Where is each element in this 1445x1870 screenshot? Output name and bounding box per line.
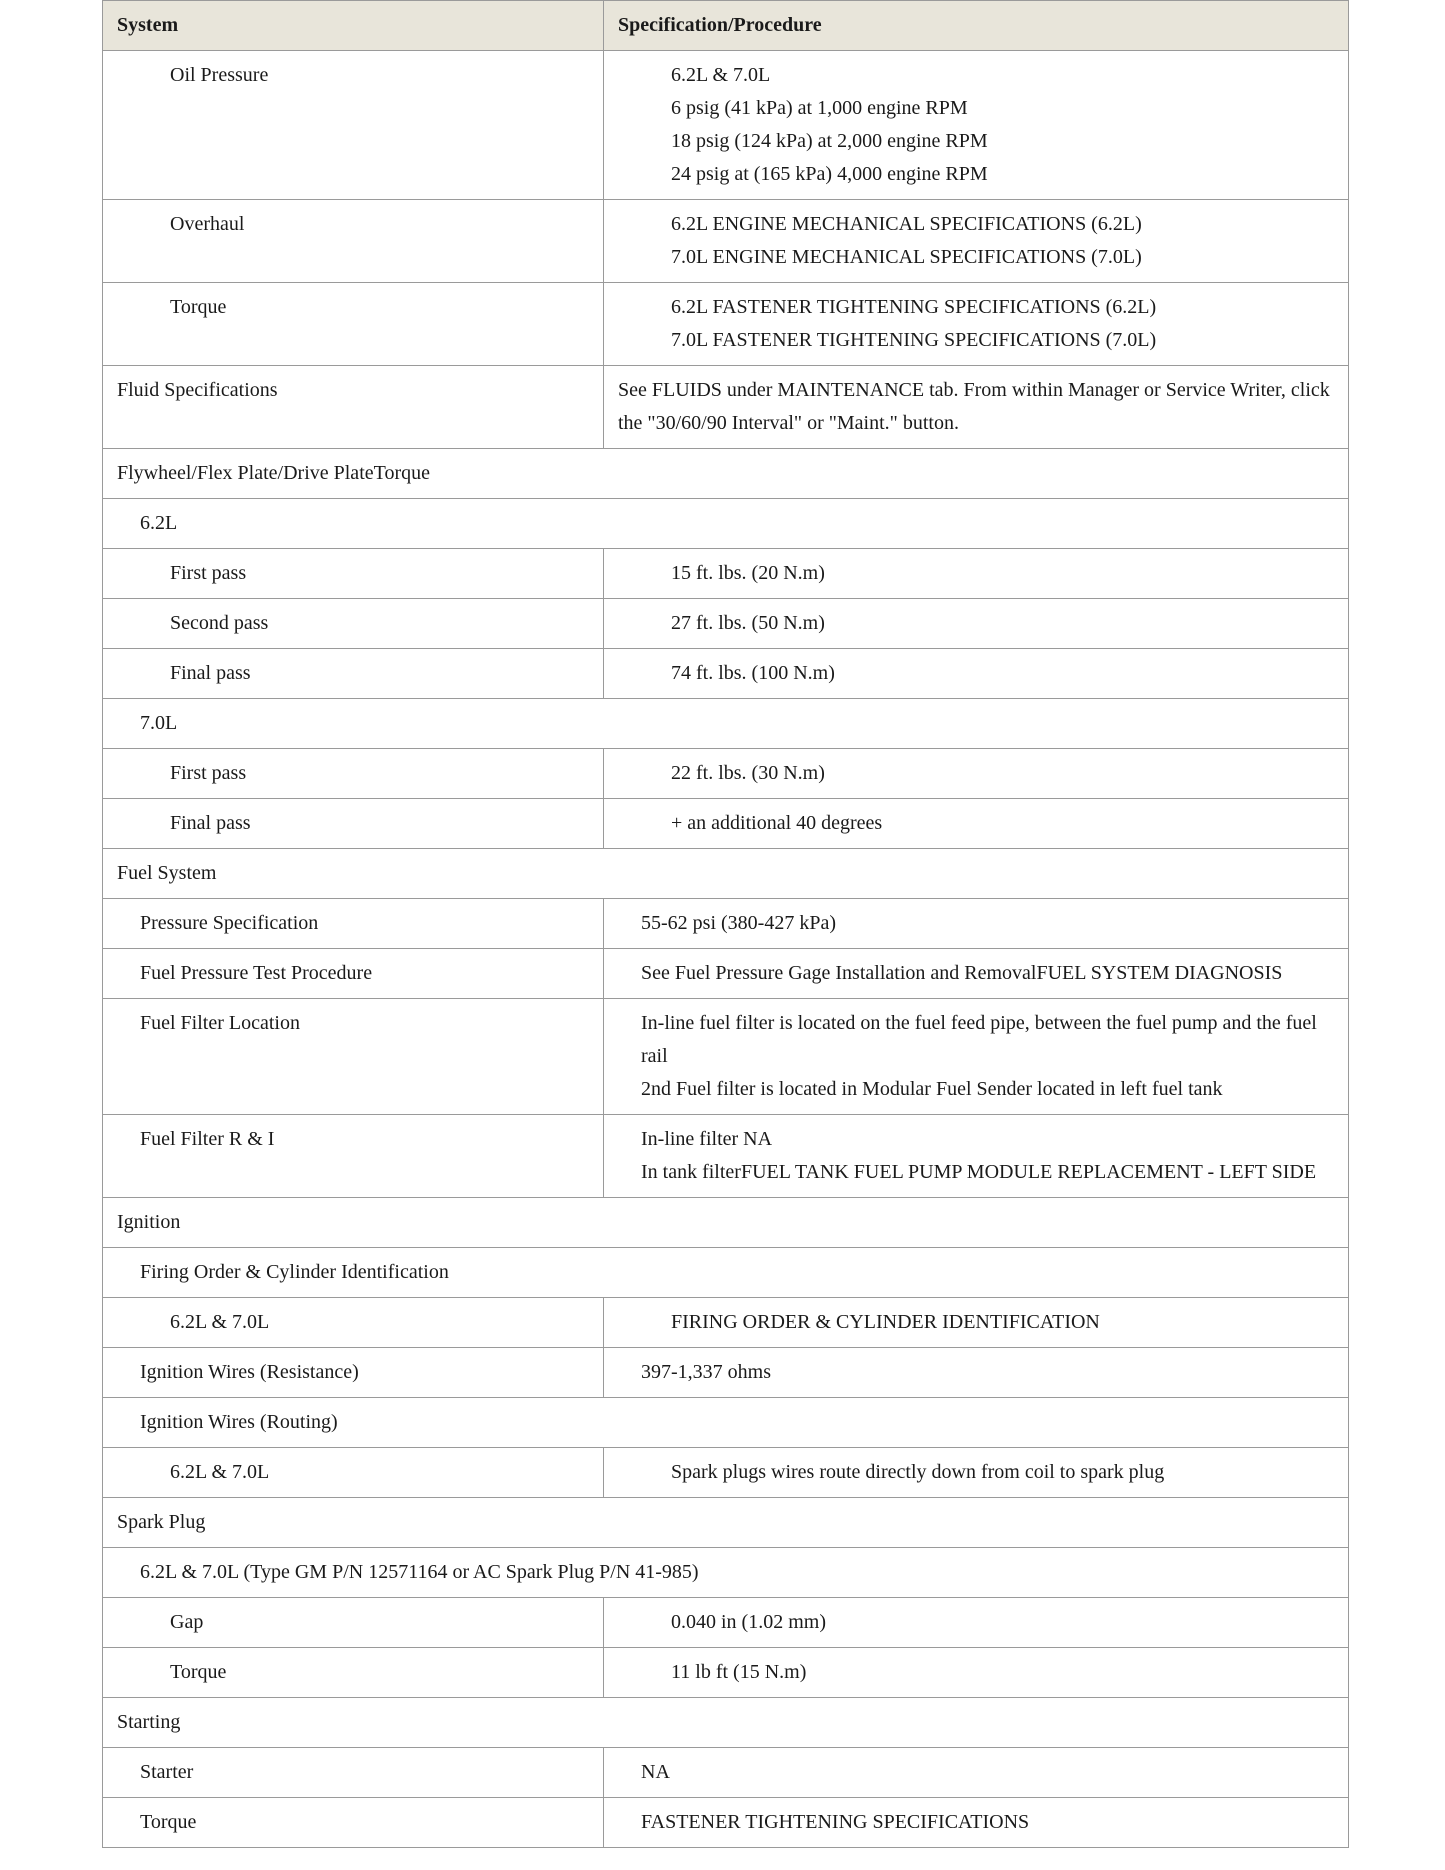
table-row xyxy=(103,1298,1349,1348)
spec-cell xyxy=(604,1798,1349,1848)
spec-cell xyxy=(604,1598,1349,1648)
spec-line: See FLUIDS under MAINTENANCE tab. From within Manager or Service Writer, click the "30/60/90 Interval" or "Maint." button. xyxy=(618,379,1330,434)
table-row xyxy=(103,1748,1349,1798)
table-row xyxy=(103,51,1349,200)
spec-cell xyxy=(604,949,1349,999)
spec-cell xyxy=(604,1348,1349,1398)
table-row xyxy=(103,366,1349,449)
system-cell: 6.2L & 7.0L xyxy=(103,1298,604,1348)
system-cell: Torque xyxy=(103,283,604,366)
table-row xyxy=(103,649,1349,699)
table-header xyxy=(103,1,1349,51)
spec-line: 22 ft. lbs. (30 N.m) xyxy=(671,762,825,784)
subsection-heading: 6.2L xyxy=(103,499,1349,549)
spec-line: 6.2L & 7.0L xyxy=(671,64,771,86)
system-cell: Torque xyxy=(103,1648,604,1698)
spec-line: In-line fuel filter is located on the fuel feed pipe, between the fuel pump and the fuel rail xyxy=(641,1012,1317,1067)
column-header-system: System xyxy=(103,1,604,51)
spec-line: 55-62 psi (380-427 kPa) xyxy=(641,912,836,934)
table-row xyxy=(103,283,1349,366)
system-cell: Fuel Filter R & I xyxy=(103,1115,604,1198)
table-row xyxy=(103,899,1349,949)
system-cell: Starter xyxy=(103,1748,604,1798)
subsection-heading: 7.0L xyxy=(103,699,1349,749)
table-row xyxy=(103,799,1349,849)
spec-line: 397-1,337 ohms xyxy=(641,1361,771,1383)
system-cell: 6.2L & 7.0L xyxy=(103,1448,604,1498)
spec-line: 11 lb ft (15 N.m) xyxy=(671,1661,807,1683)
system-cell: Final pass xyxy=(103,649,604,699)
spec-line: 24 psig at (165 kPa) 4,000 engine RPM xyxy=(671,163,988,185)
system-cell: Oil Pressure xyxy=(103,51,604,200)
spec-line: FASTENER TIGHTENING SPECIFICATIONS xyxy=(641,1811,1030,1833)
system-cell: Fluid Specifications xyxy=(103,366,604,449)
spec-line: 7.0L FASTENER TIGHTENING SPECIFICATIONS (7.0L) xyxy=(671,329,1157,351)
spec-cell xyxy=(604,999,1349,1115)
table-row xyxy=(103,200,1349,283)
spec-cell xyxy=(604,1748,1349,1798)
system-cell: Ignition Wires (Resistance) xyxy=(103,1348,604,1398)
spec-cell xyxy=(604,599,1349,649)
spec-cell xyxy=(604,51,1349,200)
spec-cell xyxy=(604,749,1349,799)
spec-cell xyxy=(604,1298,1349,1348)
spec-line: 7.0L ENGINE MECHANICAL SPECIFICATIONS (7.0L) xyxy=(671,246,1142,268)
section-row xyxy=(103,449,1349,499)
section-heading: Flywheel/Flex Plate/Drive PlateTorque xyxy=(103,449,1349,499)
system-cell: First pass xyxy=(103,749,604,799)
spec-cell xyxy=(604,799,1349,849)
spec-cell xyxy=(604,366,1349,449)
section-row xyxy=(103,1198,1349,1248)
table-row xyxy=(103,1348,1349,1398)
system-cell: Overhaul xyxy=(103,200,604,283)
spec-line: 0.040 in (1.02 mm) xyxy=(671,1611,826,1633)
system-cell: Final pass xyxy=(103,799,604,849)
spec-cell xyxy=(604,1448,1349,1498)
spec-line: In-line filter NA xyxy=(641,1128,773,1150)
subsection-heading: 6.2L & 7.0L (Type GM P/N 12571164 or AC Spark Plug P/N 41-985) xyxy=(103,1548,1349,1598)
spec-line: 6.2L FASTENER TIGHTENING SPECIFICATIONS (6.2L) xyxy=(671,296,1157,318)
spec-line: 27 ft. lbs. (50 N.m) xyxy=(671,612,825,634)
section-heading: Ignition xyxy=(103,1198,1349,1248)
table-row xyxy=(103,1598,1349,1648)
spec-line: FIRING ORDER & CYLINDER IDENTIFICATION xyxy=(671,1311,1100,1333)
table-row xyxy=(103,949,1349,999)
table-row xyxy=(103,1115,1349,1198)
spec-line: 6.2L ENGINE MECHANICAL SPECIFICATIONS (6.2L) xyxy=(671,213,1142,235)
system-cell: Second pass xyxy=(103,599,604,649)
spec-cell xyxy=(604,549,1349,599)
spec-cell xyxy=(604,649,1349,699)
spec-cell xyxy=(604,200,1349,283)
spec-cell xyxy=(604,1648,1349,1698)
subsection-heading: Ignition Wires (Routing) xyxy=(103,1398,1349,1448)
table-row xyxy=(103,999,1349,1115)
table-row xyxy=(103,1798,1349,1848)
subsection-heading: Firing Order & Cylinder Identification xyxy=(103,1248,1349,1298)
subsection-row xyxy=(103,1398,1349,1448)
table-row xyxy=(103,549,1349,599)
spec-line: 18 psig (124 kPa) at 2,000 engine RPM xyxy=(671,130,988,152)
subsection-row xyxy=(103,1248,1349,1298)
system-cell: First pass xyxy=(103,549,604,599)
section-heading: Starting xyxy=(103,1698,1349,1748)
column-header-spec: Specification/Procedure xyxy=(604,1,1349,51)
header-row xyxy=(103,1,1349,51)
section-heading: Fuel System xyxy=(103,849,1349,899)
spec-cell xyxy=(604,1115,1349,1198)
spec-line: See Fuel Pressure Gage Installation and RemovalFUEL SYSTEM DIAGNOSIS xyxy=(641,962,1283,984)
system-cell: Torque xyxy=(103,1798,604,1848)
table-row xyxy=(103,599,1349,649)
section-heading: Spark Plug xyxy=(103,1498,1349,1548)
table-row xyxy=(103,1648,1349,1698)
subsection-row xyxy=(103,499,1349,549)
specification-table xyxy=(102,0,1349,1848)
system-cell: Gap xyxy=(103,1598,604,1648)
subsection-row xyxy=(103,699,1349,749)
table-body xyxy=(103,51,1349,1848)
system-cell: Fuel Filter Location xyxy=(103,999,604,1115)
table-row xyxy=(103,1448,1349,1498)
section-row xyxy=(103,1498,1349,1548)
spec-line: + an additional 40 degrees xyxy=(671,812,883,834)
system-cell: Fuel Pressure Test Procedure xyxy=(103,949,604,999)
system-cell: Pressure Specification xyxy=(103,899,604,949)
spec-line: 74 ft. lbs. (100 N.m) xyxy=(671,662,835,684)
subsection-row xyxy=(103,1548,1349,1598)
spec-line: NA xyxy=(641,1761,670,1783)
spec-line: Spark plugs wires route directly down from coil to spark plug xyxy=(671,1461,1165,1483)
section-row xyxy=(103,849,1349,899)
table-row xyxy=(103,749,1349,799)
spec-line: 2nd Fuel filter is located in Modular Fuel Sender located in left fuel tank xyxy=(641,1078,1223,1100)
spec-cell xyxy=(604,899,1349,949)
section-row xyxy=(103,1698,1349,1748)
spec-line: 6 psig (41 kPa) at 1,000 engine RPM xyxy=(671,97,968,119)
spec-line: In tank filterFUEL TANK FUEL PUMP MODULE REPLACEMENT - LEFT SIDE xyxy=(641,1161,1317,1183)
spec-line: 15 ft. lbs. (20 N.m) xyxy=(671,562,825,584)
spec-cell xyxy=(604,283,1349,366)
